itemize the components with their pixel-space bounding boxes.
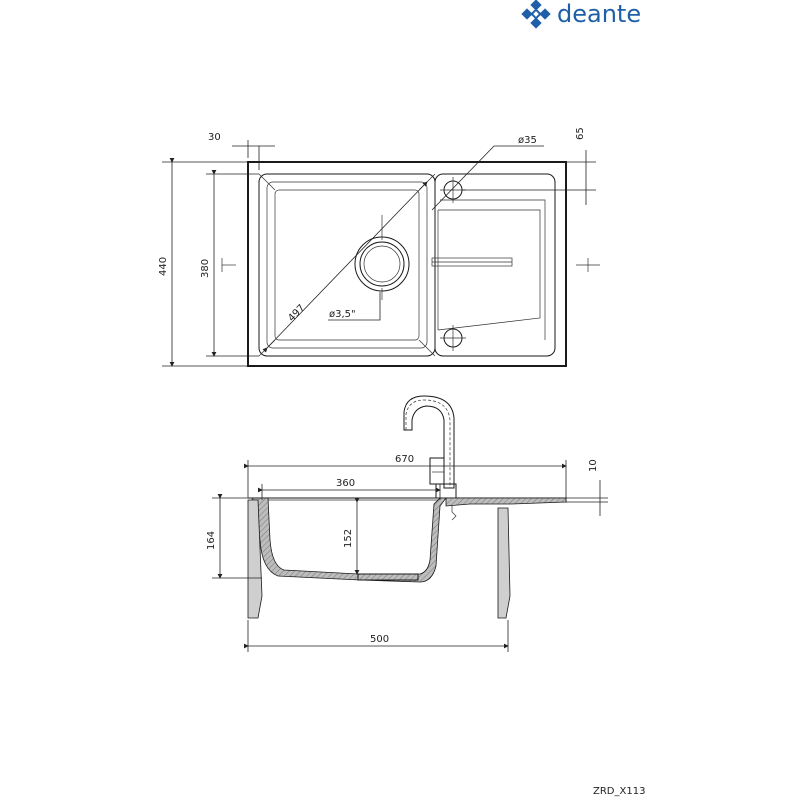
dim-rim-thickness: 10 xyxy=(588,459,599,472)
dim-lip: 30 xyxy=(208,132,221,143)
dim-total-height: 440 xyxy=(158,256,169,276)
dim-total-depth: 164 xyxy=(206,530,217,550)
model-code: ZRD_X113 xyxy=(593,786,646,797)
dim-drain-diameter: ø3,5" xyxy=(329,309,356,320)
dim-cabinet-width: 500 xyxy=(370,634,390,645)
tap-hole-bottom xyxy=(440,325,466,351)
dim-bowl-width: 360 xyxy=(336,478,356,489)
brand-logo xyxy=(521,0,641,29)
top-view xyxy=(158,127,600,366)
sink-outline xyxy=(248,162,566,366)
brand-name: deante xyxy=(557,0,642,28)
side-view xyxy=(206,396,608,652)
cabinet-wall-right xyxy=(498,508,510,618)
dim-bowl-depth: 152 xyxy=(343,528,354,548)
dim-diagonal: 497 xyxy=(286,302,308,325)
deante-logo-icon xyxy=(521,0,550,29)
dim-total-width: 670 xyxy=(395,454,415,465)
dim-bowl-height: 380 xyxy=(200,258,211,278)
drain-circle xyxy=(355,237,409,291)
dim-hole-offset: 65 xyxy=(575,127,586,140)
faucet xyxy=(404,396,456,498)
dim-tap-hole: ø35 xyxy=(518,135,537,146)
